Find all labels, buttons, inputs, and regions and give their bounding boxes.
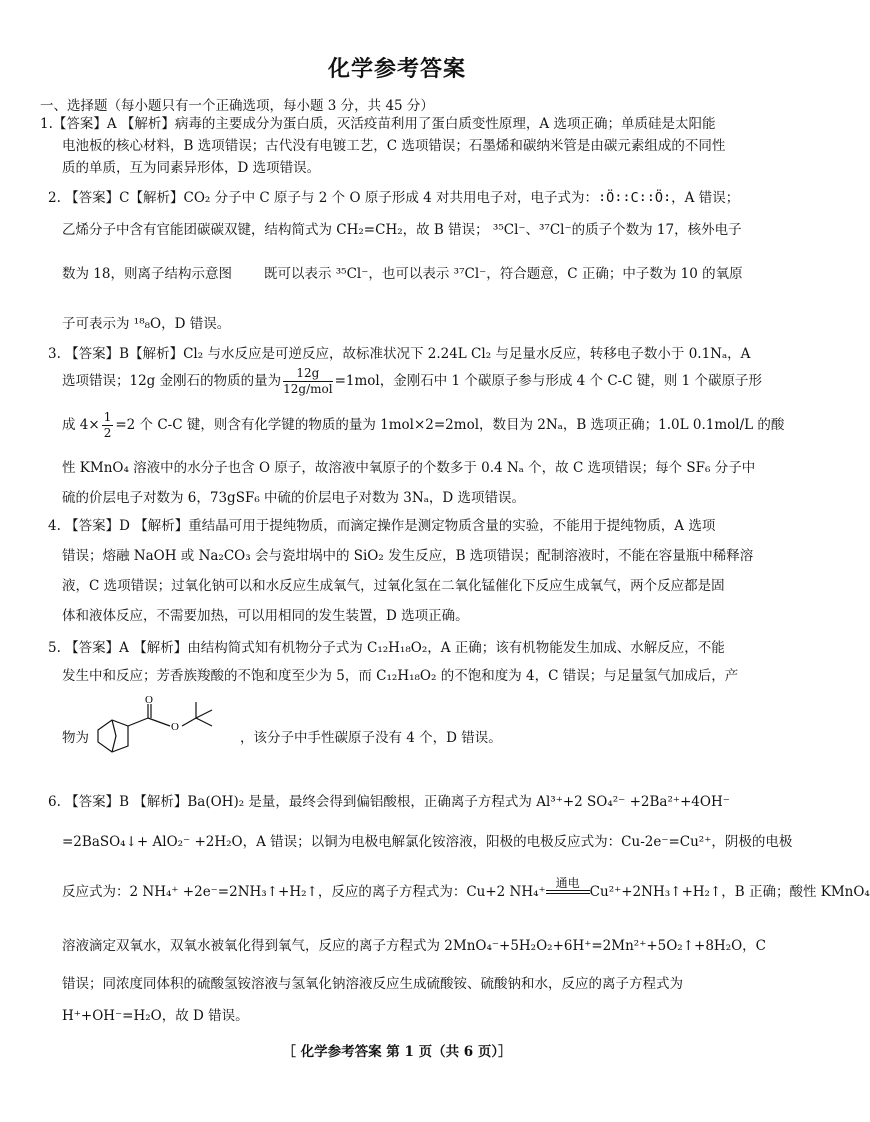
q5-line-3b: ，该分子中手性碳原子没有 4 个，D 错误。	[240, 730, 502, 746]
q2-line-2: 乙烯分子中含有官能团碳碳双键，结构简式为 CH₂=CH₂，故 B 错误； ³⁵Cl⁻、³⁷Cl⁻的质子个数为 17，核外电子	[62, 222, 742, 238]
q5-line-2: 发生中和反应；芳香族羧酸的不饱和度至少为 5，而 C₁₂H₁₈O₂ 的不饱和度为 4，C 错误；与足量氢气加成后，产	[62, 668, 739, 684]
q6-line-1: 6. 【答案】B 【解析】Ba(OH)₂ 是量，最终会得到偏铝酸根，正确离子方程式为 Al³⁺+2 SO₄²⁻ +2Ba²⁺+4OH⁻	[48, 794, 730, 810]
q6-text-3a: 反应式为：2 NH₄⁺ +2e⁻=2NH₃↑+H₂↑，反应的离子方程式为：Cu+2 NH₄⁺	[62, 884, 546, 900]
fraction-denominator: 12g/mol	[283, 382, 333, 396]
q2-text-b: ，A 错误；	[671, 190, 740, 206]
q6-line-6: H⁺+OH⁻=H₂O，故 D 错误。	[62, 1008, 249, 1024]
q1-line-2: 电池板的核心材料，B 选项错误；古代没有电镀工艺，C 选项错误；石墨烯和碳纳米管是由碳元素组成的不同性	[62, 138, 726, 154]
q6-line-2: =2BaSO₄↓+ AlO₂⁻ +2H₂O，A 错误；以铜为电极电解氯化铵溶液，阳极的电极反应式为：Cu-2e⁻=Cu²⁺，阴极的电极	[62, 834, 793, 850]
fraction-12g	[283, 366, 332, 397]
section-heading: 一、选择题（每小题只有一个正确选项，每小题 3 分，共 45 分）	[40, 98, 434, 114]
q3-text-3b: =2 个 C-C 键，则含有化学键的物质的量为 1mol×2=2mol，数目为 2Nₐ，B 选项正确；1.0L 0.1mol/L 的酸	[115, 417, 785, 433]
oxygen-label: O	[171, 721, 179, 733]
fraction-numerator: 12g	[283, 366, 332, 382]
page-title: 化学参考答案	[327, 56, 466, 82]
q2-text-3b: 既可以表示 ³⁵Cl⁻，也可以表示 ³⁷Cl⁻，符合题意，C 正确；中子数为 10 的氧原	[263, 266, 743, 282]
q6-line-3	[62, 876, 870, 900]
q2-line-4: 子可表示为 ¹⁸₈O，D 错误。	[62, 316, 231, 332]
methyl-bond	[196, 710, 212, 718]
q3-text-3a: 成 4×	[62, 417, 100, 433]
oxygen-label: O	[145, 694, 153, 706]
fraction-denominator: 2	[103, 426, 112, 440]
methyl-bond	[196, 718, 212, 726]
ester-bond	[148, 718, 170, 726]
electrolysis-arrow	[546, 876, 590, 900]
page-footer: ［ 化学参考答案 第 1 页（共 6 页）］	[282, 1044, 512, 1060]
tbutyl-bond	[182, 718, 196, 726]
q2-text-a: 2. 【答案】C【解析】CO₂ 分子中 C 原子与 2 个 O 原子形成 4 对共用电子对，电子式为：	[48, 190, 599, 206]
ring-bridge	[112, 736, 116, 752]
ester-structure-diagram	[92, 696, 242, 768]
q1-line-3: 质的单质，互为同素异形体，D 选项错误。	[62, 160, 321, 176]
q3-line-2	[62, 366, 762, 397]
co2-electron-formula: ∶Ö∶∶C∶∶Ö∶	[598, 190, 672, 206]
q4-line-1: 4. 【答案】D 【解析】重结晶可用于提纯物质，而滴定操作是测定物质含量的实验，不能用于提纯物质，A 选项	[48, 518, 716, 534]
electrolysis-condition: 通电	[555, 876, 580, 890]
ring-bridge	[112, 720, 116, 736]
q4-line-3: 液，C 选项错误；过氧化钠可以和水反应生成氧气，过氧化氢在二氧化锰催化下反应生成氧气，两个反应都是固	[62, 578, 725, 594]
q3-line-5: 硫的价层电子对数为 6，73gSF₆ 中硫的价层电子对数为 3Nₐ，D 选项错误。	[62, 490, 526, 506]
fraction-numerator: 1	[103, 410, 112, 424]
q1-line-1: 1.【答案】A 【解析】病毒的主要成分为蛋白质，灭活疫苗利用了蛋白质变性原理，A 选项正确；单质硅是太阳能	[40, 116, 716, 132]
q2-line-3	[62, 262, 743, 282]
q6-line-4: 溶液滴定双氧水，双氧水被氧化得到氧气，反应的离子方程式为 2MnO₄⁻+5H₂O₂+6H⁺=2Mn²⁺+5O₂↑+8H₂O，C	[62, 938, 766, 954]
q3-line-3	[62, 410, 784, 441]
q6-text-3b: Cu²⁺+2NH₃↑+H₂↑，B 正确；酸性 KMnO₄	[589, 884, 870, 900]
q4-line-4: 体和液体反应，不需要加热，可以用相同的发生装置，D 选项正确。	[62, 608, 469, 624]
q5-line-1: 5. 【答案】A 【解析】由结构简式知有机物分子式为 C₁₂H₁₈O₂，A 正确；该有机物能发生加成、水解反应，不能	[48, 640, 725, 656]
q2-line-1	[48, 186, 739, 206]
q2-text-3a: 数为 18，则离子结构示意图	[62, 266, 232, 282]
q4-line-2: 错误；熔融 NaOH 或 Na₂CO₃ 会与瓷坩埚中的 SiO₂ 发生反应，B 选项错误；配制溶液时，不能在容量瓶中稀释溶	[62, 548, 754, 564]
q5-line-3a: 物为	[62, 730, 89, 746]
q3-line-1: 3. 【答案】B【解析】Cl₂ 与水反应是可逆反应，故标准状况下 2.24L Cl₂ 与足量水反应，转移电子数小于 0.1Nₐ，A	[48, 346, 751, 362]
q3-text-2a: 选项错误；12g 金刚石的物质的量为	[62, 373, 282, 389]
q6-line-5: 错误；同浓度同体积的硫酸氢铵溶液与氢氧化钠溶液反应生成硫酸铵、硫酸钠和水，反应的离子方程式为	[62, 976, 683, 992]
fraction-half	[102, 410, 114, 441]
q3-text-2b: =1mol，金刚石中 1 个碳原子参与形成 4 个 C-C 键，则 1 个碳原子形	[334, 373, 763, 389]
carbonyl-bond	[128, 718, 148, 726]
q3-line-4: 性 KMnO₄ 溶液中的水分子也含 O 原子，故溶液中氧原子的个数多于 0.4 Nₐ 个，故 C 选项错误；每个 SF₆ 分子中	[62, 460, 756, 476]
